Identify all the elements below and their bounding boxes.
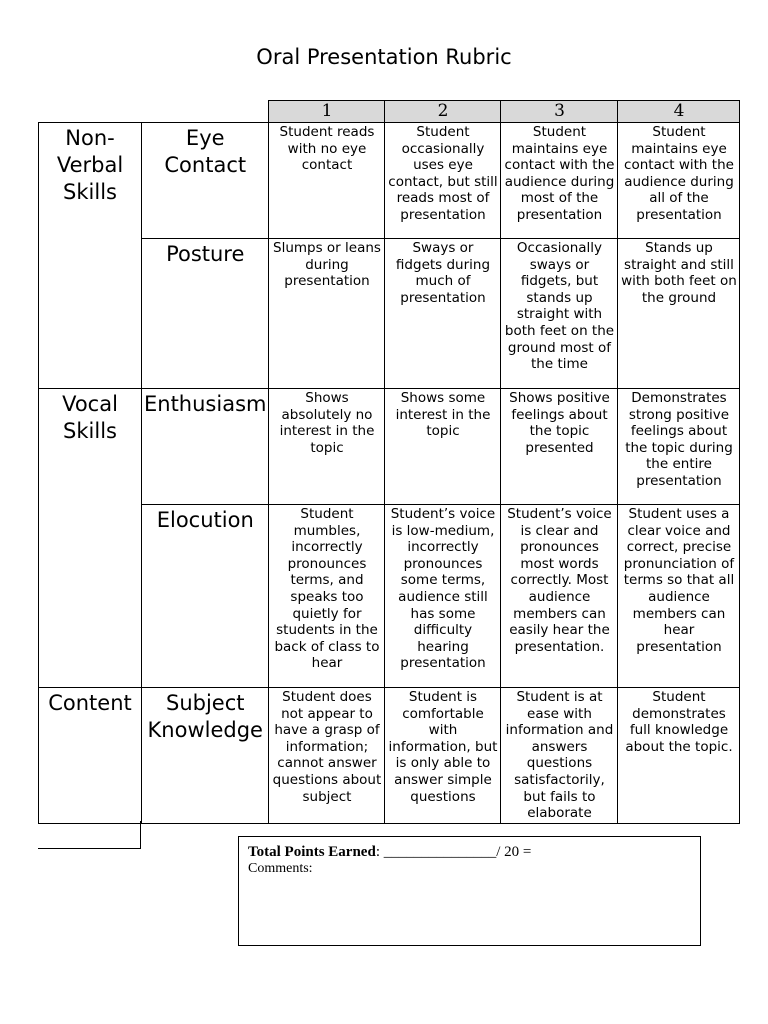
level-cell: Student’s voice is clear and pronounces most words correctly. Most audience members can easily hear the presentation. [501,505,618,688]
level-cell: Student maintains eye contact with the audience during most of the presentation [501,123,618,239]
blank-cell [142,101,269,123]
criterion-elocution: Elocution [142,505,269,688]
criterion-posture: Posture [142,239,269,389]
level-cell: Shows absolutely no interest in the topic [269,389,385,505]
level-cell: Student reads with no eye contact [269,123,385,239]
level-cell: Student occasionally uses eye contact, but still reads most of presentation [385,123,501,239]
level-cell: Student mumbles, incorrectly pronounces terms, and speaks too quietly for students in the back of class to hear [269,505,385,688]
level-cell: Demonstrates strong positive feelings about the topic during the entire presentation [618,389,740,505]
level-cell: Student demonstrates full knowledge about the topic. [618,688,740,824]
rubric-table [38,100,740,824]
score-header-1: 1 [269,101,385,123]
divider-line [140,821,141,849]
level-cell: Occasionally sways or fidgets, but stands up straight with both feet on the ground most of the time [501,239,618,389]
score-header-3: 3 [501,101,618,123]
category-non-verbal: Non-Verbal Skills [39,123,142,389]
level-cell: Shows positive feelings about the topic presented [501,389,618,505]
level-cell: Stands up straight and still with both feet on the ground [618,239,740,389]
category-vocal: Vocal Skills [39,389,142,688]
total-points-line [248,843,691,861]
divider-line [38,848,141,849]
score-header-row [39,101,740,123]
comments-label: Comments: [248,861,313,876]
table-row [39,123,740,239]
criterion-eye-contact: Eye Contact [142,123,269,239]
blank-cell [39,101,142,123]
table-row [39,239,740,389]
level-cell: Student maintains eye contact with the audience during all of the presentation [618,123,740,239]
page-title: Oral Presentation Rubric [256,45,512,69]
score-header-4: 4 [618,101,740,123]
level-cell: Student is comfortable with information, but is only able to answer simple questions [385,688,501,824]
level-cell: Student uses a clear voice and correct, precise pronunciation of terms so that all audience members can hear presentation [618,505,740,688]
level-cell: Student’s voice is low-medium, incorrectly pronounces some terms, audience still has some difficulty hearing presentation [385,505,501,688]
table-row [39,688,740,824]
level-cell: Slumps or leans during presentation [269,239,385,389]
criterion-enthusiasm: Enthusiasm [142,389,269,505]
category-content: Content [39,688,142,824]
table-row [39,389,740,505]
table-row [39,505,740,688]
level-cell: Shows some interest in the topic [385,389,501,505]
score-header-2: 2 [385,101,501,123]
total-points-blank: : _______________/ 20 = [375,844,532,860]
total-points-label: Total Points Earned [248,844,376,860]
level-cell: Sways or fidgets during much of presentation [385,239,501,389]
level-cell: Student is at ease with information and answers questions satisfactorily, but fails to elaborate [501,688,618,824]
level-cell: Student does not appear to have a grasp of information; cannot answer questions about subject [269,688,385,824]
total-points-box [238,836,701,946]
criterion-subject-knowledge: Subject Knowledge [142,688,269,824]
